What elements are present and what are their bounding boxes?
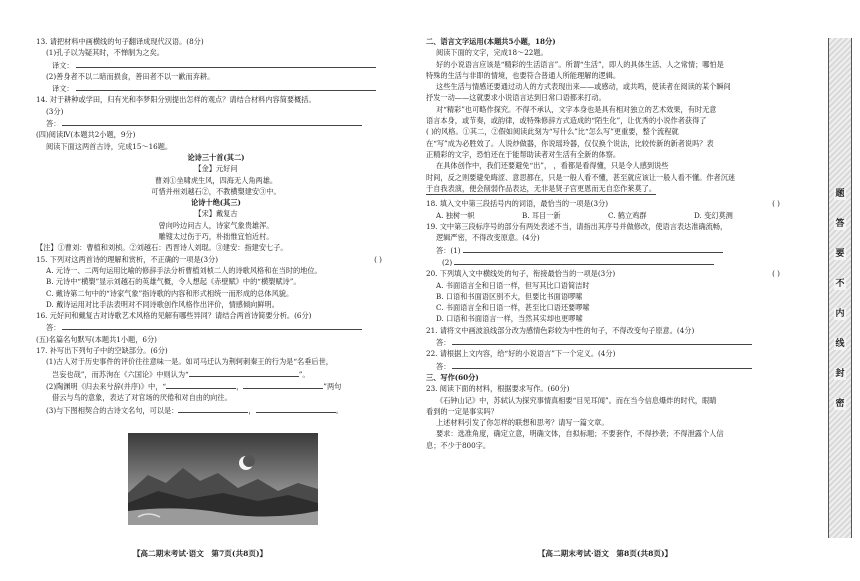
- left-page: [0, 0, 400, 581]
- landscape-photo: [128, 433, 318, 525]
- q21-answer[interactable]: 答：: [426, 336, 794, 348]
- poem2-line1: 曾向吟边问古人，诗家气象贵雄浑。: [158, 220, 274, 230]
- section2-title: 二、语言文字运用(本题共5小题，18分): [426, 37, 556, 46]
- left-footer: 【高二期末考试·语文 第7页(共8页)】: [132, 549, 268, 558]
- right-page: [410, 0, 800, 581]
- para1-line1: 好的小说语言应该是“精彩的生活语言”。所谓“生活”，即人的具体生活、人之常情；哪怕是: [436, 59, 724, 69]
- q17-p1b[interactable]: 岂妄也哉”，而苏洵在《六国论》中则认为“ ”。: [52, 369, 310, 379]
- section3-title: 三、写作(60分): [426, 372, 479, 382]
- q15-option-d: D. 戴诗运用对比手法表明对不同诗歌创作风格作出评价，情感倾向鲜明。: [46, 299, 279, 309]
- q20-option-b: B. 口语和书面语区别不大，但要比书面语啰嗦: [436, 291, 583, 301]
- landscape-photo-icon: [128, 433, 318, 525]
- right-footer: 【高二期末考试·语文 第8页(共8页)】: [537, 549, 673, 558]
- q17-stem: 17. 补写出下列句子中的空缺部分。(6分): [36, 346, 168, 356]
- binding-word-2: 答: [835, 219, 845, 229]
- para3-line1: 对“精彩”也可略作探究。不得不承认，文字本身也是具有相对独立的艺术效果，有时无意: [436, 104, 717, 114]
- q23-quote2: 看到的一定是事实吗？: [426, 406, 498, 416]
- q20-option-a: A. 书面语言全和日语一样，但写其比口语简洁时: [436, 280, 590, 290]
- binding-word-6: 线: [835, 339, 845, 349]
- q19-stem: 19. 文中第三段标序号的部分有两处表述不当，请指出其序号并做修改，使语言表达准确流畅，: [426, 222, 728, 232]
- poem1-line2: 可惜并州刘越石②，不教横槊建安③中。: [151, 186, 281, 196]
- binding-word-3: 要: [835, 249, 845, 259]
- q17-p1a: (1)古人对于历史事件的评价往往意味一是。如司马迁认为荆轲刺秦王的行为是“名垂后世，: [46, 357, 333, 367]
- binding-word-5: 内: [835, 309, 845, 319]
- q15-stem: 15. 下列对这两首诗的理解和赏析，不正确的一项是(3分) ( ): [36, 254, 382, 264]
- para2-line2: 抒发一动——这就要求小说语言达到日常口语都来打动。: [426, 93, 606, 103]
- q20-option-d: D. 口语和书面语言一样，当然其实却也更啰嗦: [436, 314, 583, 324]
- q19-stem2: 逻辑严密，不得改变原意。(4分): [436, 233, 540, 243]
- q21-stem: 21. 请将文中画波浪线部分改为感情色彩较为中性的句子，不得改变句子原意。(4分): [426, 325, 695, 335]
- binding-word-8: 密: [835, 399, 845, 409]
- poem-note: 【注】①曹刘：曹植和刘桢。②刘越石：西晋诗人刘琨。③建安：指建安七子。: [36, 243, 288, 253]
- q13-s2-answer[interactable]: 译文：: [36, 82, 396, 94]
- q23-req1: 要求：选准角度，确定立意，明确文体，自拟标题；不要套作，不得抄袭；不得泄露个人信: [436, 429, 724, 439]
- para3-line4: 在“写”成为必胜效了。人说炒做器，你说瑶玲器，仅仅换个说法，比较传新的新者说吗？表: [426, 138, 714, 148]
- q20-option-c: C. 书面语言全和日语一样，甚至比口语还要啰嗦: [436, 303, 590, 313]
- section4-intro: 阅读下面这两首古诗，完成15～16题。: [46, 141, 173, 151]
- section5-title: (五)名篇名句默写(本题共1小题，6分): [36, 334, 157, 344]
- q15-option-a: A. 元诗一、二两句运用比喻的修辞手法分析曹植刘桢二人的诗歌风格和在当时的地位。: [46, 265, 322, 275]
- binding-word-4: 不: [835, 279, 845, 289]
- q19-answer2[interactable]: (2): [426, 256, 794, 268]
- q22-stem: 22. 请根据上文内容，给“好的小说语言”下一个定义。(4分): [426, 349, 616, 359]
- binding-strip: [828, 38, 852, 538]
- q18-stem: 18. 填入文中第三段括号内的词语，最恰当的一项是(3分) ( ): [426, 199, 780, 209]
- binding-word-1: 题: [835, 189, 845, 199]
- para4-line2: 时间，反之则要避免晦涩、意思都在，只是一般人看不懂，甚至就应该让一般人看不懂。作者沉迷: [426, 172, 736, 182]
- q19-answer1[interactable]: 答：(1): [426, 244, 794, 256]
- q18-options: A. 独树一帜 B. 耳目一新 C. 鹤立鸡群 D. 变幻莫测: [436, 210, 733, 220]
- q15-option-b: B. 元诗中“横槊”显示刘越石的英雄气概，令人想起《赤壁赋》中的“横槊赋诗”。: [46, 277, 301, 287]
- q17-p3[interactable]: (3)与下图相契合的古诗文名句，可以是： ， 。: [46, 405, 343, 415]
- q16-stem: 16. 元好问和戴复古对诗歌艺术风格的见解有哪些异同？请结合两首诗简要分析。(6分): [36, 311, 312, 321]
- q13-s2: (2)善身者不以二暗而损食，善田者不以一歉而弃耕。: [46, 71, 215, 81]
- q17-p2b: 借云与鸟的意象，表达了对官场的厌倦和对自由的向往。: [52, 393, 232, 403]
- para1-line2: 特殊的生活与非即的情境，也要符合普通人所能理解的逻辑。: [426, 70, 621, 80]
- left-column: [36, 36, 396, 416]
- para3-line2: 语言本身，或节奏，或韵律，或特殊修辞方式造成的“陌生化”，让优秀的小说作者获得了: [426, 116, 707, 126]
- q14-stem: 14. 对于耕种或学田，归有光和李梦阳分别提出怎样的观点？请结合材料内容简要概括。: [36, 95, 316, 105]
- q17-p2a[interactable]: (2)陶渊明《归去来兮辞(并序)》中，“ ， ”两句: [46, 381, 342, 391]
- poem1-line1: 曹刘①坐啸虎生风，四海无人角两雄。: [154, 175, 278, 185]
- q23-quote1: 《石钟山记》中，苏轼认为探究事情真相要“目见耳闻”。而在当今信息爆炸的时代，眼睛: [436, 395, 717, 405]
- q22-answer[interactable]: 答：: [426, 360, 794, 372]
- q13-s1: (1)孔子以为疑其时，不惮制为之矣。: [46, 48, 164, 58]
- para3-line3: ( )的风格。①其二，②假如阅读此刻为“写什么”比“怎么写”更重要，整个流程就: [426, 127, 679, 137]
- q23-req2: 息；不少于800字。: [426, 440, 491, 450]
- section4-title: (四)阅读Ⅳ(本题共2小题，9分): [36, 130, 136, 140]
- right-intro: 阅读下面的文字，完成18～22题。: [436, 48, 548, 58]
- poem1-author: 【金】元好问: [194, 164, 238, 174]
- q13-s1-answer[interactable]: 译文：: [36, 59, 396, 71]
- poem1-title: 论诗三十首(其二): [187, 152, 245, 162]
- q20-stem: 20. 下列填入文中横线处的句子，衔接最恰当的一项是(3分) ( ): [426, 269, 780, 279]
- q23-prompt: 上述材料引发了你怎样的联想和思考？请写一篇文章。: [436, 418, 609, 428]
- para4-line3: 于自我表演，便会削弱作品表达，无非是贤子宫更恩而无自恋作莱莫了。: [426, 183, 656, 195]
- poem2-title: 论诗十绝(其三): [191, 198, 241, 208]
- para3-line5: 正精彩的文字，恐怕还在于能帮助读者对生活有全新的体察。: [426, 149, 621, 159]
- q14-answer[interactable]: 答：: [36, 117, 396, 129]
- q16-answer[interactable]: 答：: [36, 321, 396, 333]
- q14-score: (3分): [46, 106, 64, 116]
- para2-line1: 这些生活与情感还要通过动人的方式表现出来——或感动，或共鸣，使读者在阅读的某个瞬间: [436, 82, 731, 92]
- right-column: [426, 36, 794, 451]
- para4-line1: 在具体创作中，我们还要避免“出”， ，看都是看得懂，只是令人感到说些: [436, 161, 669, 171]
- q13-stem: 13. 请把材料中画横线的句子翻译成现代汉语。(8分): [36, 37, 204, 46]
- q15-option-c: C. 戴诗第二句中的“诗家气象”指诗歌的内容和形式相统一而形成的总体风貌。: [46, 288, 294, 298]
- poem2-line2: 雕锼太过伤于巧，朴拙惟宜怕近村。: [158, 232, 274, 242]
- binding-word-7: 封: [835, 369, 845, 379]
- q23-stem: 23. 阅读下面的材料，根据要求写作。(60分): [426, 384, 570, 394]
- poem2-author: 【宋】戴复古: [194, 209, 238, 219]
